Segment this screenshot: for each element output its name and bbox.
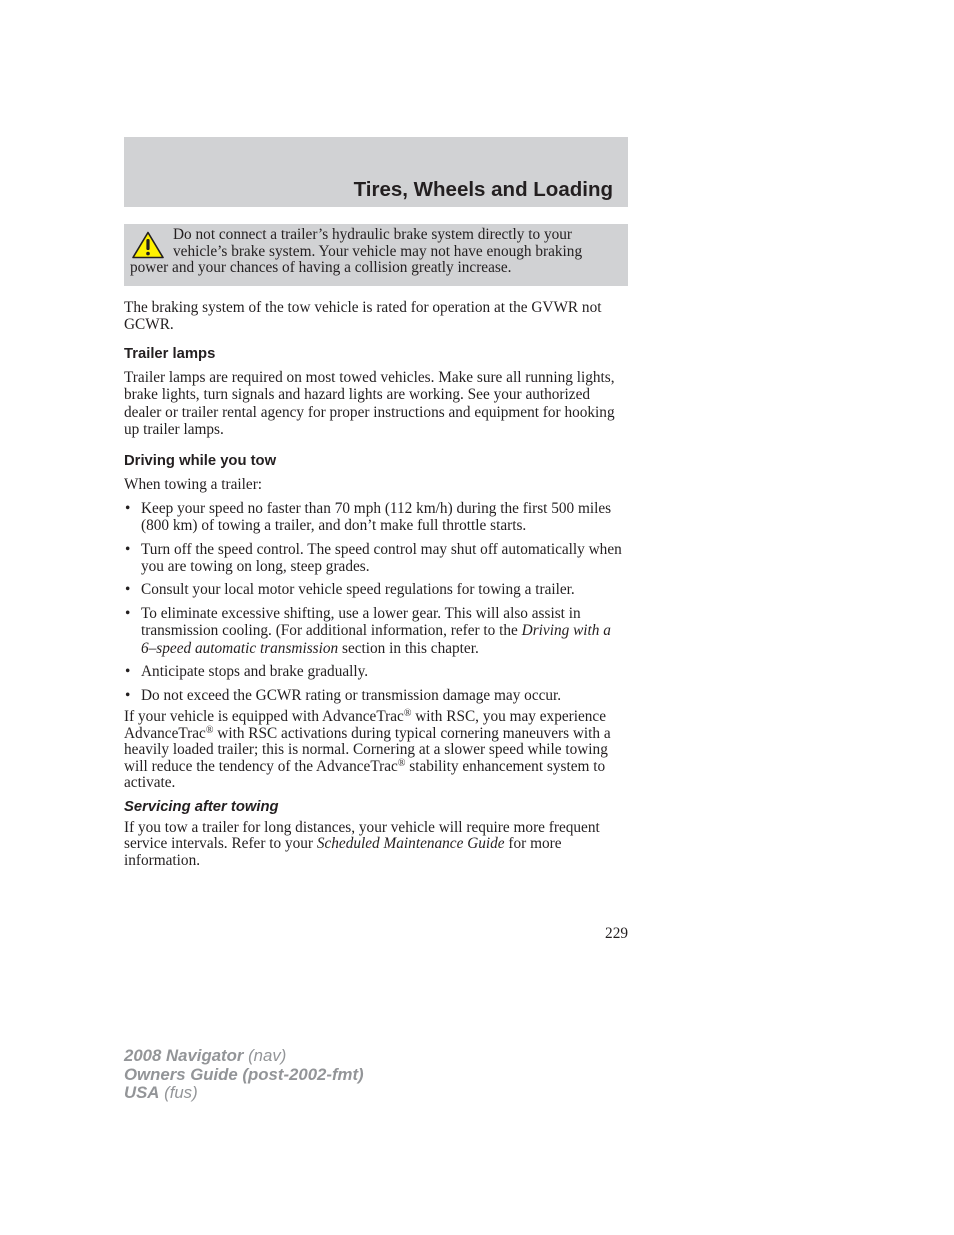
list-item: [124, 541, 628, 576]
bullet-marker: •: [125, 499, 131, 517]
driving-heading: Driving while you tow: [124, 453, 277, 470]
bullet-marker: •: [125, 663, 131, 681]
driving-lead: When towing a trailer:: [124, 476, 263, 494]
registered-mark: ®: [397, 757, 406, 769]
warning-text: Do not connect a trailer’s hydraulic brake system directly to your vehicle’s brake system. Your vehicle may not have enough braking power and your chances of having a collision greatly increase.: [130, 226, 583, 277]
towing-bullet-list: [124, 500, 628, 704]
bullet-text: Anticipate stops and brake gradually.: [141, 663, 369, 681]
advancetrac-paragraph: [124, 709, 628, 792]
warning-box: [124, 224, 628, 286]
footer-line-model: [124, 1047, 364, 1066]
advancetrac-text: with RSC activations during typical cornering maneuvers with a heavily loaded trailer; this is normal. Cornering at a slower speed while towing will reduce the tendency of the AdvanceTrac: [124, 724, 611, 775]
servicing-text: If you tow a trailer for long distances, your vehicle will require more frequent service intervals. Refer to your: [124, 818, 600, 853]
footer-model-code: (nav): [243, 1046, 287, 1065]
footer-market-code: (fus): [159, 1083, 198, 1102]
advancetrac-text: stability enhancement system to activate.: [124, 757, 606, 792]
list-item: [124, 500, 628, 535]
bullet-marker: •: [125, 540, 131, 558]
registered-mark: ®: [403, 707, 412, 719]
advancetrac-text: with RSC, you may experience AdvanceTrac: [124, 707, 606, 742]
bullet-text: Turn off the speed control. The speed control may shut off automatically when you are towing on long, steep grades.: [141, 540, 622, 576]
chapter-header-band: [124, 137, 628, 207]
trailer-lamps-paragraph: Trailer lamps are required on most towed vehicles. Make sure all running lights, brake lights, turn signals and hazard lights are working. See your authorized dealer or trailer rental agency for proper instructions and equipment for hooking up trailer lamps.: [124, 368, 615, 439]
cross-reference: Scheduled Maintenance Guide: [316, 835, 505, 853]
bullet-marker: •: [125, 604, 131, 622]
bullet-text: Do not exceed the GCWR rating or transmission damage may occur.: [141, 686, 562, 704]
footer-model: 2008 Navigator: [124, 1046, 244, 1065]
bullet-marker: •: [125, 686, 131, 704]
cross-reference: Driving with a 6–speed automatic transmission: [141, 622, 611, 657]
list-item: [124, 581, 628, 598]
footer-line-guide: [124, 1066, 364, 1085]
advancetrac-text: If your vehicle is equipped with AdvanceTrac: [124, 707, 404, 725]
servicing-heading: Servicing after towing: [124, 798, 279, 815]
registered-mark: ®: [205, 724, 214, 736]
bullet-text: To eliminate excessive shifting, use a lower gear. This will also assist in transmission cooling. (For additional information, refer to the: [141, 604, 581, 640]
list-item: [124, 605, 628, 657]
footer-guide: Owners Guide (post-2002-fmt): [124, 1064, 364, 1084]
chapter-title: Tires, Wheels and Loading: [353, 178, 613, 201]
footer-line-market: [124, 1084, 364, 1103]
servicing-paragraph: [124, 820, 628, 870]
servicing-text: for more information.: [124, 835, 562, 870]
page-content: [124, 299, 628, 870]
bullet-marker: •: [125, 581, 131, 599]
document-footer: [124, 1047, 364, 1103]
intro-paragraph: The braking system of the tow vehicle is rated for operation at the GVWR not GCWR.: [124, 299, 602, 334]
warning-text-block: [130, 227, 622, 277]
bullet-text: Keep your speed no faster than 70 mph (112 km/h) during the first 500 miles (800 km) of towing a trailer, and don’t make full throttle starts.: [141, 499, 612, 535]
list-item: [124, 663, 628, 680]
footer-market: USA: [124, 1083, 160, 1102]
list-item: [124, 687, 628, 704]
bullet-text: section in this chapter.: [338, 639, 479, 657]
trailer-lamps-heading: Trailer lamps: [124, 345, 216, 362]
page-number: 229: [605, 925, 628, 942]
bullet-text: Consult your local motor vehicle speed regulations for towing a trailer.: [141, 581, 575, 599]
